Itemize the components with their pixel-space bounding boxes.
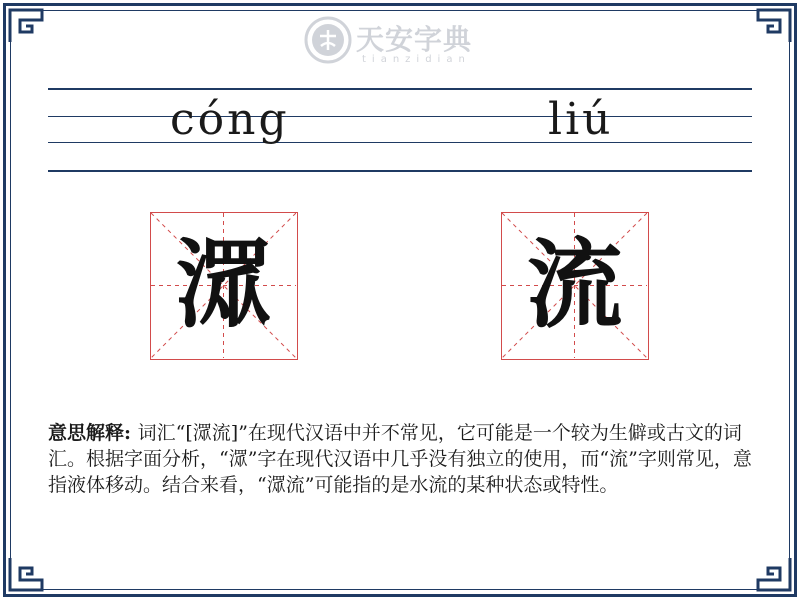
pinyin-first: cóng [170,94,290,145]
corner-ornament-bottom-right [754,554,794,594]
seal-icon [304,16,352,64]
logo-subtitle: tianzidian [362,54,471,65]
character-grid-second [501,212,649,360]
pinyin-ruled-lines [48,88,752,172]
character-first: 潀 [175,229,272,341]
site-logo [300,14,500,70]
corner-ornament-top-right [754,6,794,46]
pinyin-second: liú [548,94,614,145]
meaning-label: 意思解释 [48,422,125,444]
corner-ornament-bottom-left [6,554,46,594]
logo-title: 天安字典 [356,23,473,56]
character-second: 流 [526,229,623,341]
corner-ornament-top-left [6,6,46,46]
character-grid-first [150,212,298,360]
meaning-text: 词汇“[潀流]”在现代汉语中并不常见，它可能是一个较为生僻或古文的词汇。根据字面分析，“潀”字在现代汉语中几乎没有独立的使用，而“流”字则常见，意指液体移动。结合来看，“潀流”可能指的是水流的某种状态或特性。 [48,422,752,496]
meaning-paragraph: 意思解释: 词汇“[潀流]”在现代汉语中并不常见，它可能是一个较为生僻或古文的词汇。根据字面分析，“潀”字在现代汉语中几乎没有独立的使用，而“流”字则常见，意指液体移动。结合来看，“潀流”可能指的是水流的某种状态或特性。 [48,422,752,496]
